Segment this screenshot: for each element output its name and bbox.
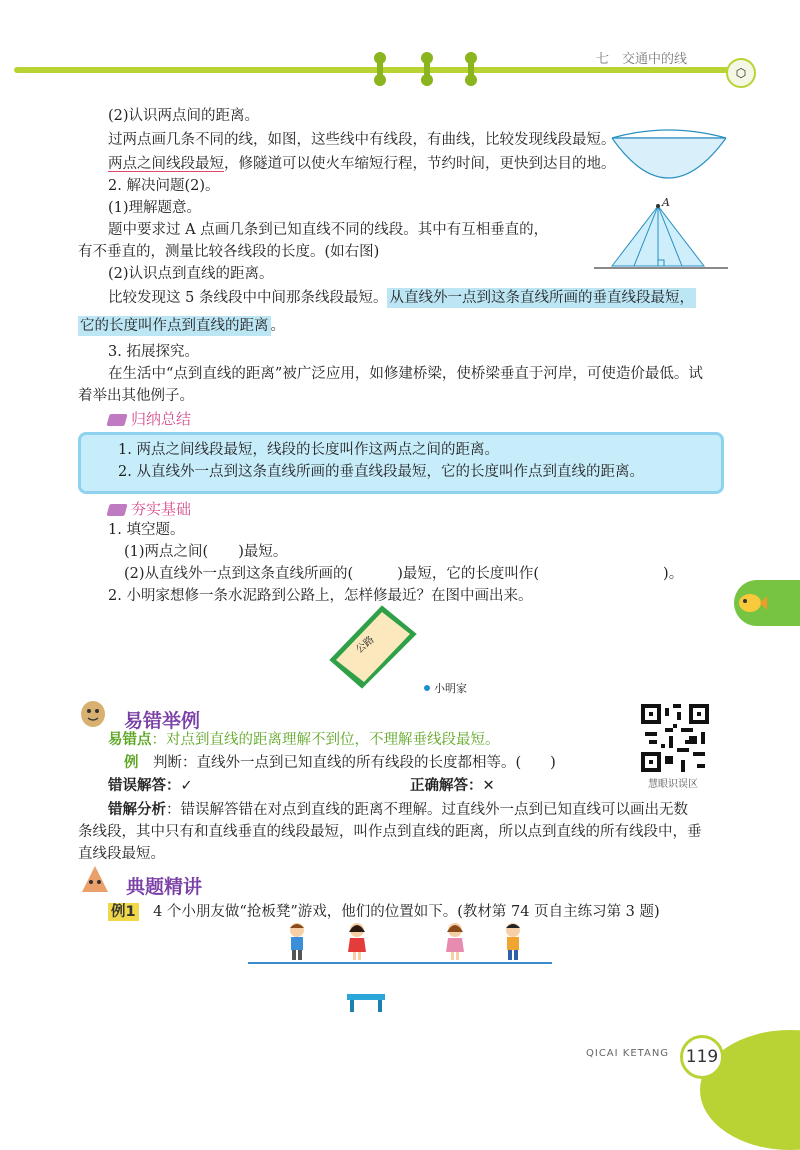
text-line — [108, 154, 616, 174]
text-span: )最短。 — [238, 544, 288, 560]
binder-pin — [424, 52, 430, 86]
text-span: ，修隧道可以使火车缩短行程，节约时间，更快到达目的地。 — [224, 156, 616, 172]
child-figure — [444, 922, 466, 962]
summary-heading — [108, 408, 191, 429]
mistake-point-text: ：对点到直线的距离理解不到位，不理解垂线段最短。 — [151, 732, 500, 748]
text-line: 着举出其他例子。 — [78, 388, 194, 404]
text-span: (1)两点之间( — [124, 544, 209, 560]
wrong-answer — [108, 776, 193, 796]
text-line: 题中要求过 A 点画几条到已知直线不同的线段。其中有互相垂直的， — [108, 222, 549, 238]
child-figure — [346, 922, 368, 962]
road-label: 公路 — [354, 634, 377, 656]
chapter-title: 七 交通中的线 — [596, 52, 688, 67]
chapter-icon: ⬡ — [726, 58, 756, 88]
mistakes-title: 易错举例 — [124, 710, 201, 732]
text-line: 过两点画几条不同的线，如图，这些线中有线段，有曲线，比较发现线段最短。 — [108, 132, 616, 148]
text-line: 有不垂直的，测量比较各线段的长度。(如右图) — [78, 244, 380, 260]
question: 2. 小明家想修一条水泥路到公路上，怎样修最近？在图中画出来。 — [108, 588, 533, 604]
text-span: )。 — [663, 566, 684, 582]
text-span: )最短，它的长度叫作( — [397, 566, 540, 582]
text-line: 3. 拓展探究。 — [108, 344, 199, 360]
analysis-line: 条线段，其中只有和直线垂直的线段最短，叫作点到直线的距离，所以点到直线的所有线段中，垂 — [78, 824, 702, 840]
underlined-fact: 两点之间线段最短 — [108, 156, 224, 172]
right-answer — [410, 776, 495, 796]
question: 1. 填空题。 — [108, 522, 185, 538]
example-tag: 例1 — [108, 903, 139, 921]
cross-mark: ✕ — [482, 778, 495, 794]
mascot-icon — [80, 862, 110, 896]
ground-line — [248, 962, 552, 964]
analysis-label: 错解分析 — [108, 802, 166, 818]
question-part — [124, 564, 683, 584]
example-text: 判断：直线外一点到已知直线的所有线段的长度都相等。( ) — [153, 755, 556, 771]
text-span: (2)从直线外一点到这条直线所画的( — [124, 566, 354, 582]
highlighted-text: 它的长度叫作点到直线的距离 — [80, 318, 269, 334]
home-label: 小明家 — [434, 682, 467, 695]
point-a-label: A — [662, 196, 670, 209]
qr-caption: 慧眼识误区 — [648, 779, 698, 790]
mistake-point — [108, 730, 500, 750]
summary-item: 2. 从直线外一点到这条直线所画的垂直线段最短，它的长度叫作点到直线的距离。 — [118, 464, 644, 480]
child-figure — [502, 922, 524, 962]
summary-title: 归纳总结 — [131, 410, 192, 428]
text-line — [78, 316, 285, 336]
right-answer-label: 正确解答： — [410, 778, 483, 794]
home-dot — [424, 685, 430, 691]
text-span: 比较发现这 5 条线段中中间那条线段最短。 — [108, 290, 388, 306]
analysis-text: ：错误解答错在对点到直线的距离不理解。过直线外一点到已知直线可以画出无数 — [166, 802, 688, 818]
binder-pin — [377, 52, 383, 86]
summary-item: 1. 两点之间线段最短，线段的长度叫作这两点之间的距离。 — [118, 442, 499, 458]
book-icon — [106, 504, 127, 516]
child-figure — [286, 922, 308, 962]
classic-example — [108, 902, 660, 922]
wrong-answer-label: 错误解答： — [108, 778, 181, 794]
bench-icon — [345, 992, 387, 1014]
check-mark: ✓ — [180, 778, 193, 794]
page-number: 119 — [680, 1035, 724, 1079]
text-line: 2. 解决问题(2)。 — [108, 178, 220, 194]
text-line: (2)认识两点间的距离。 — [108, 108, 260, 124]
text-line: (2)认识点到直线的距离。 — [108, 266, 274, 282]
footer-brand: QICAI KETANG — [586, 1048, 670, 1059]
text-line: 在生活中“点到直线的距离”被广泛应用，如修建桥梁，使桥梁垂直于河岸，可使造价最低。试 — [108, 366, 703, 382]
analysis-line: 直线段最短。 — [78, 846, 165, 862]
highlighted-text: 从直线外一点到这条直线所画的垂直线段最短， — [389, 290, 694, 306]
binder-pin — [468, 52, 474, 86]
basics-title: 夯实基础 — [131, 500, 192, 518]
text-span: 。 — [270, 318, 285, 334]
mistake-example — [124, 753, 556, 773]
basics-heading — [108, 498, 191, 519]
example-text: 4 个小朋友做“抢板凳”游戏，他们的位置如下。(教材第 74 页自主练习第 3 题) — [153, 904, 660, 920]
example-label: 例 — [124, 755, 139, 771]
book-icon — [106, 414, 127, 426]
lens-figure — [606, 128, 732, 184]
question-part — [124, 542, 287, 562]
classic-title: 典题精讲 — [126, 876, 203, 898]
text-line — [108, 288, 696, 308]
mistake-point-label: 易错点 — [108, 732, 152, 748]
text-line: (1)理解题意。 — [108, 200, 202, 216]
analysis-line — [108, 800, 688, 820]
mascot-icon — [78, 696, 108, 730]
fish-icon — [736, 588, 768, 618]
qr-code[interactable] — [641, 704, 709, 772]
header-bar — [14, 67, 754, 73]
